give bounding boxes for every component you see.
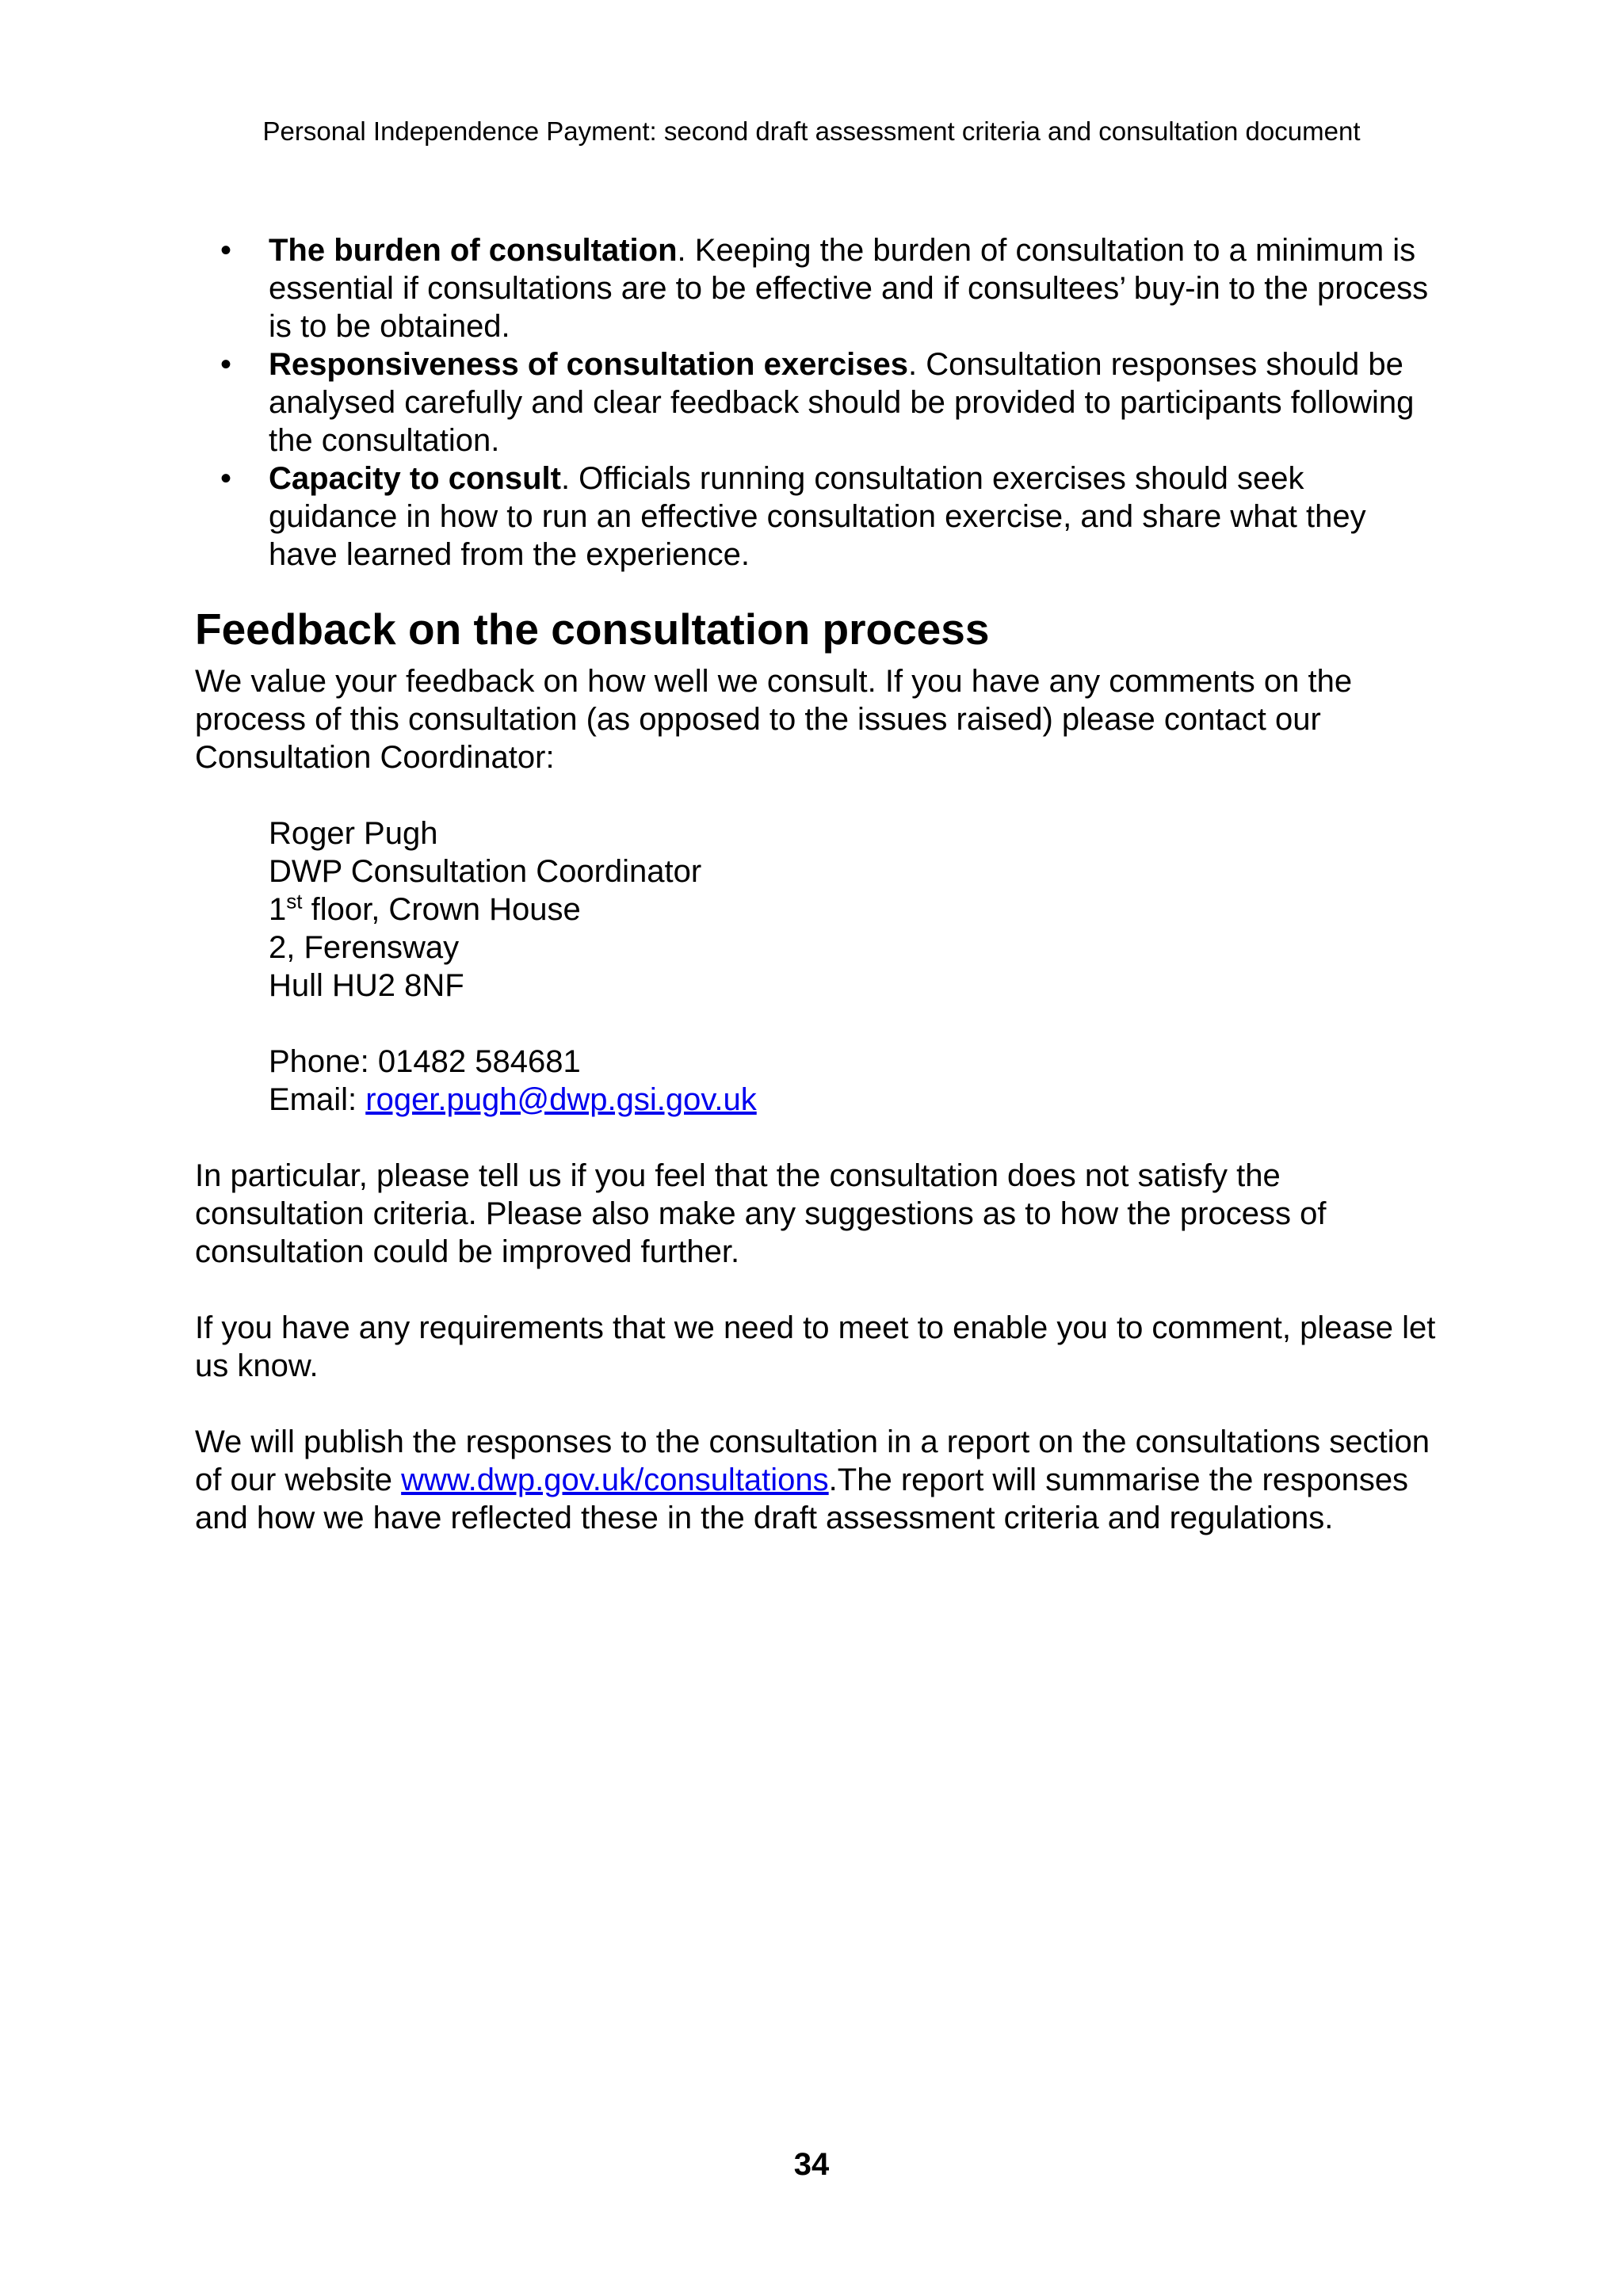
address-city: Hull HU2 8NF	[269, 968, 464, 1003]
running-header: Personal Independence Payment: second draft assessment criteria and consultation document	[262, 116, 1361, 146]
bullet-icon: •	[220, 233, 232, 268]
publish-text-before: We will publish the responses to the consultation in a report on the consultations section of our website	[195, 1425, 1430, 1497]
bullet-icon: •	[220, 461, 232, 496]
bullet-item-capacity	[195, 460, 1441, 574]
floor-building: floor, Crown House	[302, 892, 581, 927]
address-role: DWP Consultation Coordinator	[269, 854, 702, 889]
bullet-title: The burden of consultation	[269, 233, 678, 268]
spacer	[195, 776, 1441, 814]
bullet-title: Capacity to consult	[269, 461, 561, 496]
coordinator-address	[269, 814, 1441, 1119]
address-name: Roger Pugh	[269, 816, 438, 851]
floor-ordinal: st	[286, 889, 303, 913]
page-content	[195, 231, 1441, 1537]
criteria-paragraph: In particular, please tell us if you feel that the consultation does not satisfy the consultation criteria. Please also make any suggestions as to how the process of consultation could be improved further.	[195, 1158, 1327, 1269]
bullet-text: . Consultation responses should be analysed carefully and clear feedback should be provided to participants following the consultation.	[269, 347, 1415, 458]
spacer	[195, 1271, 1441, 1309]
address-floor	[269, 891, 1441, 929]
page-number: 34	[793, 2147, 830, 2182]
email-link[interactable]: roger.pugh@dwp.gsi.gov.uk	[365, 1082, 757, 1117]
address-street: 2, Ferensway	[269, 930, 460, 965]
contact-email	[269, 1081, 1441, 1119]
bullet-item-burden	[195, 231, 1441, 345]
publish-paragraph	[195, 1423, 1441, 1537]
publish-text-after: .The report will summarise the responses and how we have reflected these in the draft assessment criteria and regulations.	[195, 1463, 1409, 1535]
bullet-text: . Officials running consultation exercises should seek guidance in how to run an effective consultation exercise, and share what they have learned from the experience.	[269, 461, 1366, 572]
email-label: Email:	[269, 1082, 366, 1117]
bullet-item-responsiveness	[195, 345, 1441, 460]
spacer	[269, 1005, 1441, 1043]
bullet-title: Responsiveness of consultation exercises	[269, 347, 908, 382]
spacer	[195, 1119, 1441, 1157]
floor-number: 1	[269, 892, 287, 927]
requirements-paragraph: If you have any requirements that we need to meet to enable you to comment, please let us know.	[195, 1310, 1436, 1383]
contact-phone: Phone: 01482 584681	[269, 1044, 581, 1079]
website-link[interactable]: www.dwp.gov.uk/consultations	[401, 1463, 829, 1497]
spacer	[195, 1385, 1441, 1423]
bullet-icon: •	[220, 347, 232, 382]
bullet-text: . Keeping the burden of consultation to a minimum is essential if consultations are to be effective and if consultees’ buy-in to the process is to be obtained.	[269, 233, 1429, 344]
criteria-bullet-list	[195, 231, 1441, 574]
section-heading: Feedback on the consultation process	[195, 605, 990, 654]
feedback-intro-paragraph: We value your feedback on how well we consult. If you have any comments on the process of this consultation (as opposed to the issues raised) please contact our Consultation Coordinator:	[195, 664, 1353, 775]
